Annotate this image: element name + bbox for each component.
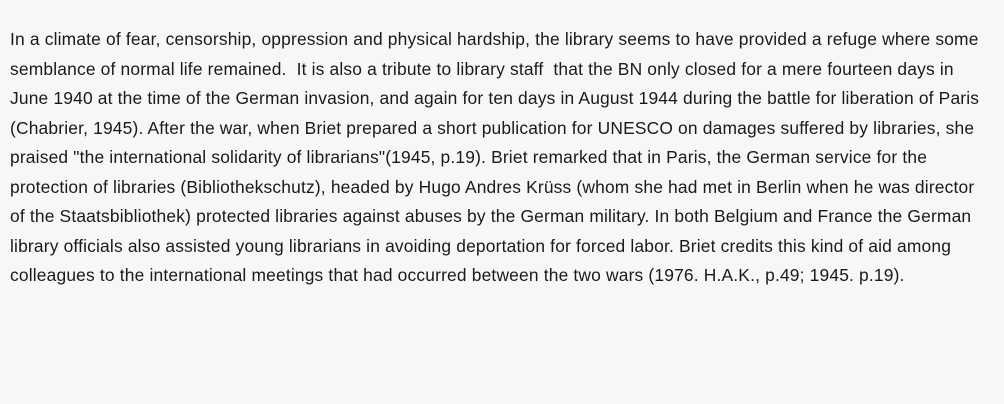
body-paragraph: In a climate of fear, censorship, oppression and physical hardship, the library seems to have provided a refuge where some semblance of normal life remained. It is also a tribute to library staff that the BN only closed for a mere fourteen days in June 1940 at the time of the German invasion, and again for ten days in August 1944 during the battle for liberation of Paris (Chabrier, 1945). After the war, when Briet prepared a short publication for UNESCO on damages suffered by libraries, she praised "the international solidarity of librarians"(1945, p.19). Briet remarked that in Paris, the German service for the protection of libraries (Bibliothekschutz), headed by Hugo Andres Krüss (whom she had met in Berlin when he was director of the Staatsbibliothek) protected libraries against abuses by the German military. In both Belgium and France the German library officials also assisted young librarians in avoiding deportation for forced labor. Briet credits this kind of aid among colleagues to the international meetings that had occurred between the two wars (1976. H.A.K., p.49; 1945. p.19).: [10, 29, 985, 286]
